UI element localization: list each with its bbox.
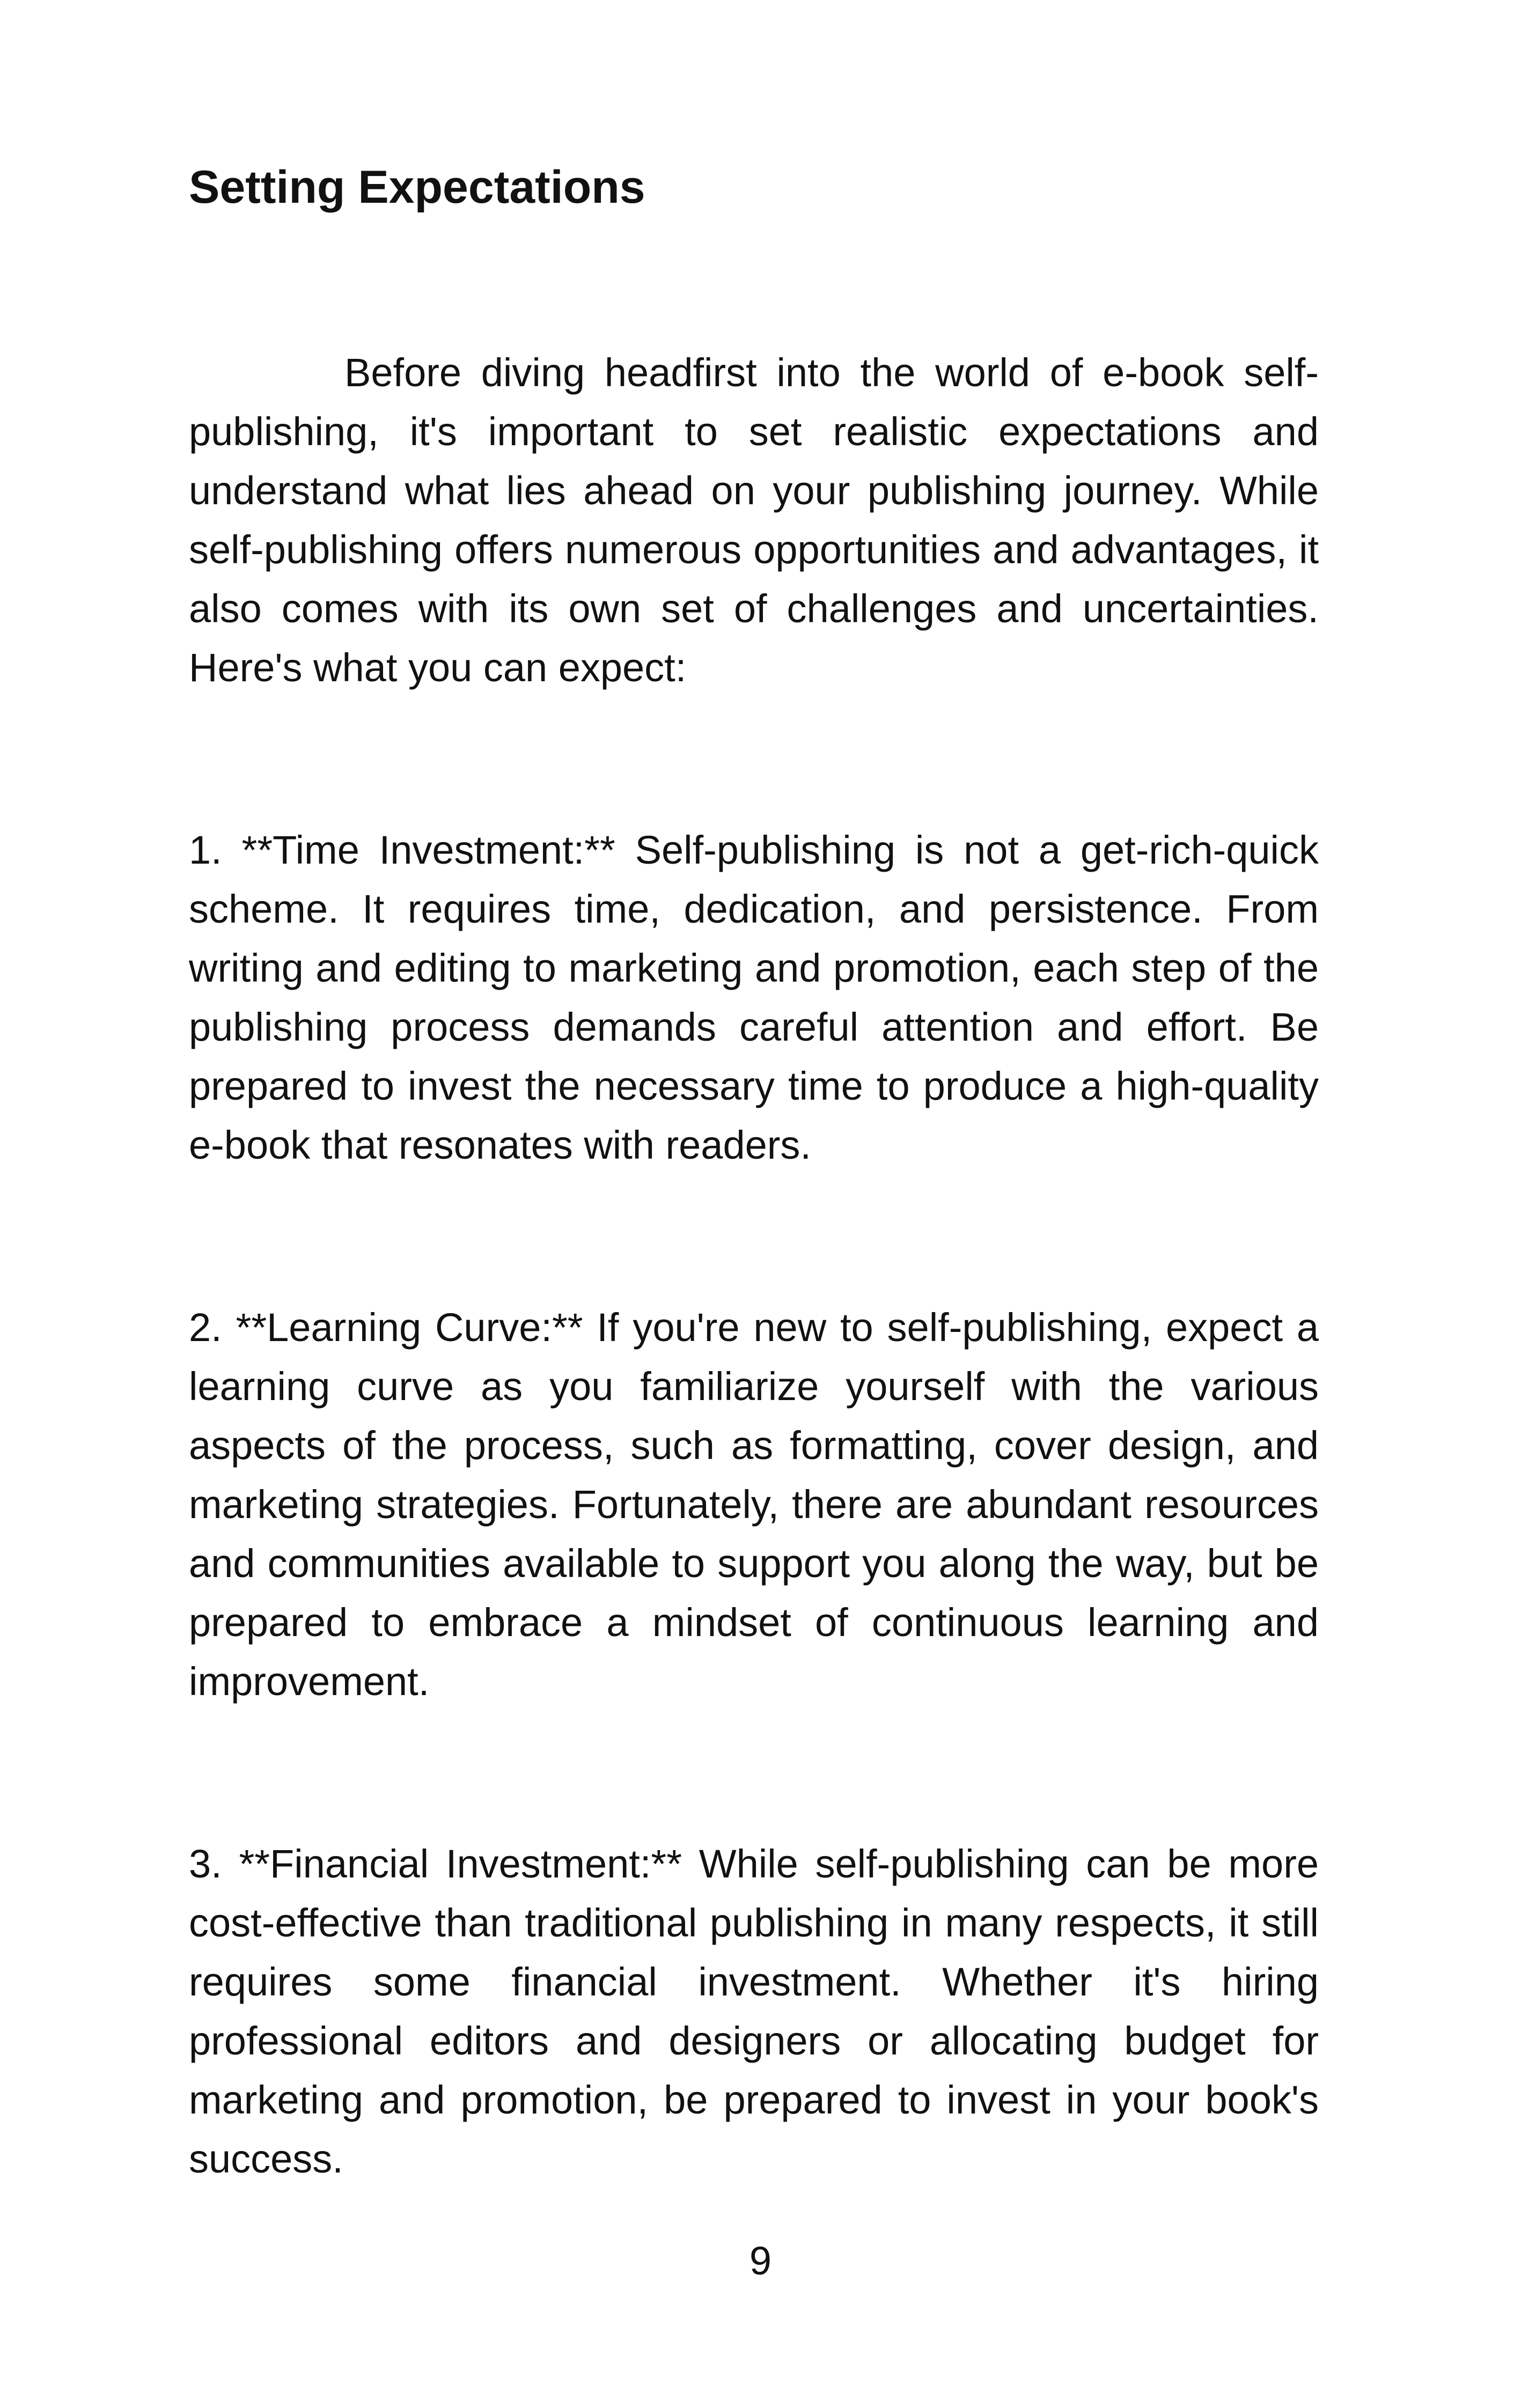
page-number: 9 (749, 2238, 772, 2283)
section-heading: Setting Expectations (189, 161, 645, 213)
intro-paragraph: Before diving headfirst into the world of e-book self-publishing, it's important to set realistic expectations and understand what lies ahead on your publishing journey. While self-publishing offers numerous opportunities and advantages, it also comes with its own set of challenges and uncertainties. Here's what you can expect: (189, 350, 1319, 690)
list-item-financial-investment: 3. **Financial Investment:** While self-publishing can be more cost-effective than traditional publishing in many respects, it still requires some financial investment. Whether it's hiring professional editors and designers or allocating budget for marketing and promotion, be prepared to invest in your book's success. (189, 1842, 1319, 2181)
list-item-learning-curve: 2. **Learning Curve:** If you're new to self-publishing, expect a learning curve as you familiarize yourself with the various aspects of the process, such as formatting, cover design, and marketing strategies. Fortunately, there are abundant resources and communities available to support you along the way, but be prepared to embrace a mindset of continuous learning and improvement. (189, 1305, 1319, 1704)
list-item-time-investment: 1. **Time Investment:** Self-publishing is not a get-rich-quick scheme. It requires time, dedication, and persistence. From writing and editing to marketing and promotion, each step of the publishing process demands careful attention and effort. Be prepared to invest the necessary time to produce a high-quality e-book that resonates with readers. (189, 828, 1319, 1167)
